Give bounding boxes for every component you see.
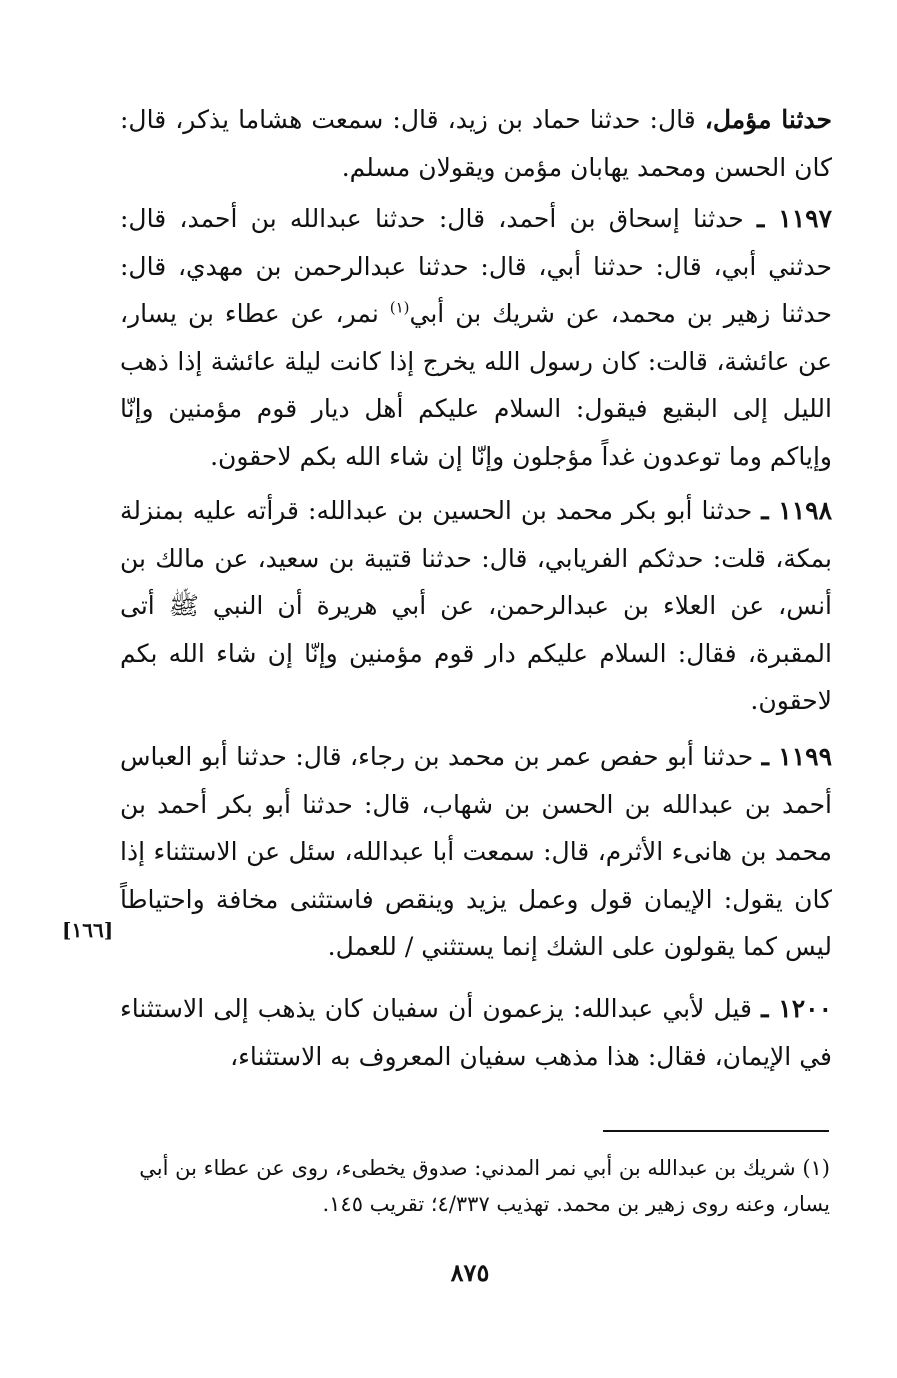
paragraph-1200 bbox=[120, 985, 832, 1080]
page-number: ٨٧٥ bbox=[450, 1258, 490, 1287]
manuscript-folio-ref: [١٦٦] bbox=[62, 918, 114, 942]
paragraph-1199 bbox=[120, 733, 832, 971]
paragraph-text: حدثنا أبو بكر محمد بن الحسين بن عبدالله: قرأته عليه بمنزلة بمكة، قلت: حدثكم الفريابي، قال: حدثنا قتيبة بن سعيد، عن مالك بن أنس، عن العلاء بن عبدالرحمن، عن أبي هريرة أن النبي ﷺ أتى المقبرة، فقال: السلام عليكم دار قوم مؤمنين وإنّا إن شاء الله بكم لاحقون. bbox=[120, 496, 832, 715]
footnote-marker: (١) bbox=[389, 298, 410, 317]
paragraph-1197 bbox=[120, 195, 832, 480]
paragraph-text: قيل لأبي عبدالله: يزعمون أن سفيان كان يذهب إلى الاستثناء في الإيمان، فقال: هذا مذهب سفيان المعروف به الاستثناء، bbox=[120, 994, 832, 1071]
paragraph-lead: حدثنا مؤمل، bbox=[704, 105, 832, 134]
footnotes bbox=[130, 1150, 830, 1222]
footnote: (١) شريك بن عبدالله بن أبي نمر المدني: صدوق يخطىء، روى عن عطاء بن أبي يسار، وعنه روى زهير بن محمد. تهذيب ٤/٣٣٧؛ تقريب ١٤٥. bbox=[139, 1156, 830, 1216]
paragraph-text: قال: حدثنا حماد بن زيد، قال: سمعت هشاما يذكر، قال: كان الحسن ومحمد يهابان مؤمن ويقولان مسلم. bbox=[120, 105, 832, 182]
paragraph-number: ١١٩٨ ـ bbox=[761, 496, 833, 525]
paragraph-number: ١١٩٩ ـ bbox=[761, 742, 832, 771]
paragraph-number: ١٢٠٠ ـ bbox=[761, 994, 833, 1023]
paragraph-continuation bbox=[120, 96, 832, 191]
footnote-divider bbox=[603, 1130, 829, 1132]
paragraph-text: حدثنا أبو حفص عمر بن محمد بن رجاء، قال: حدثنا أبو العباس أحمد بن عبدالله بن الحسن بن شهاب، قال: حدثنا أبو بكر أحمد بن محمد بن هانىء الأثرم، قال: سمعت أبا عبدالله، سئل عن الاستثناء إذا كان يقول: الإيمان قول وعمل يزيد وينقص فاستثنى مخافة واحتياطاً ليس كما يقولون على الشك إنما يستثني / للعمل. bbox=[120, 742, 832, 961]
paragraph-1198 bbox=[120, 487, 832, 725]
paragraph-text: حدثنا إسحاق بن أحمد، قال: حدثنا عبدالله بن أحمد، قال: حدثني أبي، قال: حدثنا أبي، قال: حدثنا عبدالرحمن بن مهدي، قال: حدثنا زهير بن محمد، عن شريك بن أبي bbox=[120, 204, 832, 328]
paragraph-number: ١١٩٧ ـ bbox=[756, 204, 833, 233]
paragraph-text: نمر، عن عطاء بن يسار، عن عائشة، قالت: كان رسول الله يخرج إذا كانت ليلة عائشة إذا ذهب الليل إلى البقيع فيقول: السلام عليكم أهل ديار قوم مؤمنين وإنّا وإياكم وما توعدون غداً مؤجلون وإنّا إن شاء الله بكم لاحقون. bbox=[120, 299, 832, 471]
